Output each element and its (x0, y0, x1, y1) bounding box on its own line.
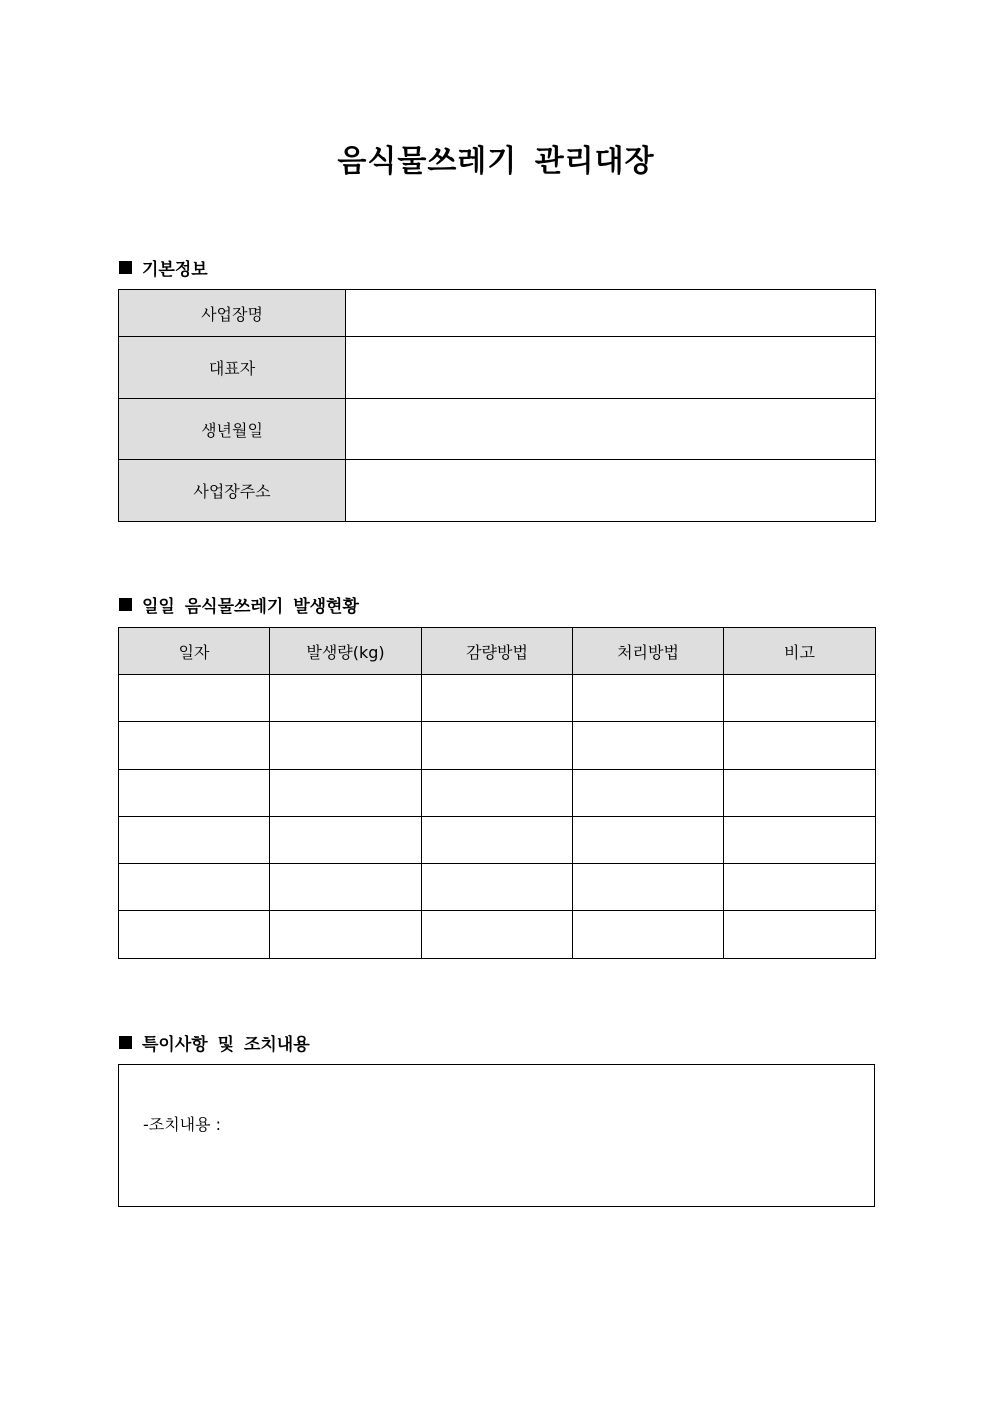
square-bullet-icon (119, 261, 132, 274)
table-cell[interactable] (422, 817, 573, 864)
table-cell[interactable] (422, 722, 573, 770)
basic-info-table (118, 289, 876, 522)
birth-date-field[interactable] (346, 399, 876, 460)
table-cell[interactable] (422, 911, 573, 959)
table-cell[interactable] (119, 817, 270, 864)
basic-info-heading-label: 기본정보 (142, 260, 208, 280)
table-cell[interactable] (119, 911, 270, 959)
basic-info-label: 생년월일 (119, 399, 346, 460)
square-bullet-icon (119, 1036, 132, 1049)
column-header-remarks: 비고 (724, 628, 876, 675)
table-cell[interactable] (119, 864, 270, 911)
table-row (119, 864, 876, 911)
representative-field[interactable] (346, 337, 876, 399)
square-bullet-icon (119, 598, 132, 611)
table-cell[interactable] (573, 722, 724, 770)
table-cell[interactable] (724, 770, 876, 817)
table-cell[interactable] (724, 817, 876, 864)
table-row (119, 675, 876, 722)
basic-info-heading (119, 255, 208, 280)
basic-info-row (119, 337, 876, 399)
table-cell[interactable] (270, 722, 422, 770)
basic-info-label: 사업장주소 (119, 460, 346, 522)
table-cell[interactable] (573, 911, 724, 959)
table-cell[interactable] (422, 864, 573, 911)
basic-info-row (119, 399, 876, 460)
table-row (119, 817, 876, 864)
table-cell[interactable] (270, 770, 422, 817)
table-cell[interactable] (724, 911, 876, 959)
column-header-disposal-method: 처리방법 (573, 628, 724, 675)
table-cell[interactable] (270, 911, 422, 959)
table-cell[interactable] (724, 864, 876, 911)
table-row (119, 722, 876, 770)
basic-info-label: 대표자 (119, 337, 346, 399)
table-cell[interactable] (573, 817, 724, 864)
basic-info-row (119, 290, 876, 337)
column-header-reduction-method: 감량방법 (422, 628, 573, 675)
table-cell[interactable] (119, 770, 270, 817)
table-cell[interactable] (724, 722, 876, 770)
table-cell[interactable] (573, 675, 724, 722)
table-header-row (119, 628, 876, 675)
business-name-field[interactable] (346, 290, 876, 337)
column-header-amount: 발생량(kg) (270, 628, 422, 675)
table-cell[interactable] (573, 770, 724, 817)
table-cell[interactable] (270, 864, 422, 911)
action-details-label: -조치내용 : (143, 1115, 222, 1134)
table-cell[interactable] (270, 675, 422, 722)
table-cell[interactable] (119, 722, 270, 770)
table-cell[interactable] (270, 817, 422, 864)
basic-info-row (119, 460, 876, 522)
daily-status-table (118, 627, 876, 959)
daily-status-heading-label: 일일 음식물쓰레기 발생현황 (142, 597, 359, 617)
table-cell[interactable] (422, 770, 573, 817)
notes-heading-label: 특이사항 및 조치내용 (142, 1035, 310, 1055)
table-cell[interactable] (724, 675, 876, 722)
document-title: 음식물쓰레기 관리대장 (337, 144, 655, 179)
basic-info-label: 사업장명 (119, 290, 346, 337)
table-cell[interactable] (573, 864, 724, 911)
column-header-date: 일자 (119, 628, 270, 675)
business-address-field[interactable] (346, 460, 876, 522)
notes-heading (119, 1030, 310, 1055)
table-cell[interactable] (119, 675, 270, 722)
table-row (119, 911, 876, 959)
table-row (119, 770, 876, 817)
table-cell[interactable] (422, 675, 573, 722)
daily-status-heading (119, 592, 359, 617)
notes-box[interactable] (118, 1064, 875, 1207)
